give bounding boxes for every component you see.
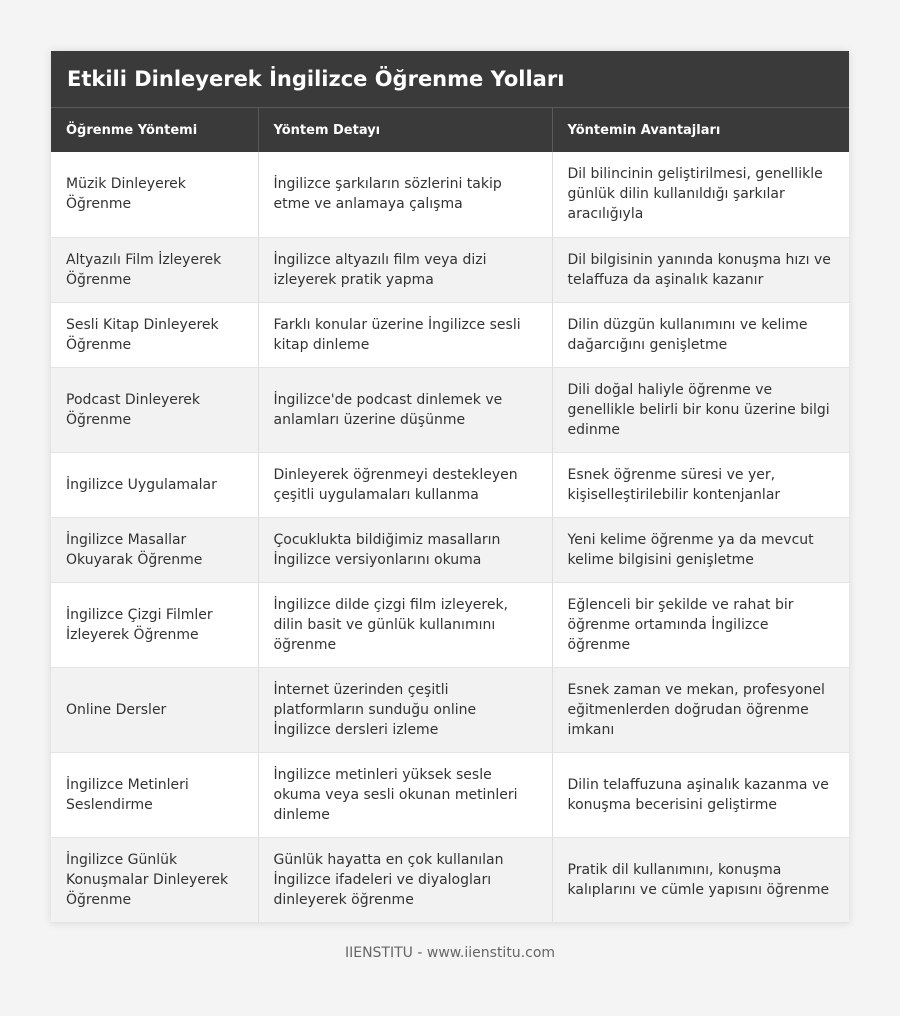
cell-detail: İngilizce altyazılı film veya dizi izleyerek pratik yapma xyxy=(258,237,552,302)
table-card xyxy=(51,51,849,923)
cell-detail: Çocuklukta bildiğimiz masalların İngilizce versiyonlarını okuma xyxy=(258,517,552,582)
cell-advantage: Dilin telaffuzuna aşinalık kazanma ve konuşma becerisini geliştirme xyxy=(552,752,849,837)
cell-advantage: Dil bilincinin geliştirilmesi, genellikle günlük dilin kullanıldığı şarkılar aracılığıyla xyxy=(552,152,849,237)
table-header xyxy=(51,108,849,152)
header-method: Öğrenme Yöntemi xyxy=(51,108,258,152)
footer-credit: IIENSTITU - www.iienstitu.com xyxy=(344,945,556,961)
cell-method: İngilizce Metinleri Seslendirme xyxy=(51,752,258,837)
table-row xyxy=(51,752,849,837)
cell-advantage: Pratik dil kullanımını, konuşma kalıplarını ve cümle yapısını öğrenme xyxy=(552,837,849,922)
cell-detail: İngilizce metinleri yüksek sesle okuma veya sesli okunan metinleri dinleme xyxy=(258,752,552,837)
cell-advantage: Dili doğal haliyle öğrenme ve genellikle belirli bir konu üzerine bilgi edinme xyxy=(552,367,849,452)
table-row xyxy=(51,367,849,452)
table-row xyxy=(51,237,849,302)
header-advantage: Yöntemin Avantajları xyxy=(552,108,849,152)
page-title: Etkili Dinleyerek İngilizce Öğrenme Yolları xyxy=(67,67,565,91)
cell-detail: İngilizce dilde çizgi film izleyerek, dilin basit ve günlük kullanımını öğrenme xyxy=(258,582,552,667)
cell-method: Altyazılı Film İzleyerek Öğrenme xyxy=(51,237,258,302)
table-row xyxy=(51,582,849,667)
cell-advantage: Eğlenceli bir şekilde ve rahat bir öğrenme ortamında İngilizce öğrenme xyxy=(552,582,849,667)
table-row xyxy=(51,302,849,367)
cell-detail: Dinleyerek öğrenmeyi destekleyen çeşitli uygulamaları kullanma xyxy=(258,452,552,517)
cell-method: İngilizce Masallar Okuyarak Öğrenme xyxy=(51,517,258,582)
cell-detail: Farklı konular üzerine İngilizce sesli kitap dinleme xyxy=(258,302,552,367)
table-body xyxy=(51,152,849,922)
cell-method: Müzik Dinleyerek Öğrenme xyxy=(51,152,258,237)
cell-method: İngilizce Uygulamalar xyxy=(51,452,258,517)
cell-advantage: Esnek öğrenme süresi ve yer, kişiselleştirilebilir kontenjanlar xyxy=(552,452,849,517)
cell-detail: Günlük hayatta en çok kullanılan İngilizce ifadeleri ve diyalogları dinleyerek öğrenme xyxy=(258,837,552,922)
cell-advantage: Esnek zaman ve mekan, profesyonel eğitmenlerden doğrudan öğrenme imkanı xyxy=(552,667,849,752)
table-row xyxy=(51,667,849,752)
cell-method: Online Dersler xyxy=(51,667,258,752)
cell-advantage: Dilin düzgün kullanımını ve kelime dağarcığını genişletme xyxy=(552,302,849,367)
cell-method: İngilizce Günlük Konuşmalar Dinleyerek Öğrenme xyxy=(51,837,258,922)
cell-advantage: Dil bilgisinin yanında konuşma hızı ve telaffuza da aşinalık kazanır xyxy=(552,237,849,302)
cell-method: Podcast Dinleyerek Öğrenme xyxy=(51,367,258,452)
table-row xyxy=(51,517,849,582)
methods-table xyxy=(51,108,849,923)
cell-detail: İnternet üzerinden çeşitli platformların sunduğu online İngilizce dersleri izleme xyxy=(258,667,552,752)
cell-method: İngilizce Çizgi Filmler İzleyerek Öğrenme xyxy=(51,582,258,667)
table-row xyxy=(51,152,849,237)
title-bar xyxy=(51,51,849,108)
table-row xyxy=(51,837,849,922)
cell-detail: İngilizce şarkıların sözlerini takip etme ve anlamaya çalışma xyxy=(258,152,552,237)
cell-advantage: Yeni kelime öğrenme ya da mevcut kelime bilgisini genişletme xyxy=(552,517,849,582)
cell-detail: İngilizce'de podcast dinlemek ve anlamları üzerine düşünme xyxy=(258,367,552,452)
table-row xyxy=(51,452,849,517)
cell-method: Sesli Kitap Dinleyerek Öğrenme xyxy=(51,302,258,367)
header-detail: Yöntem Detayı xyxy=(258,108,552,152)
